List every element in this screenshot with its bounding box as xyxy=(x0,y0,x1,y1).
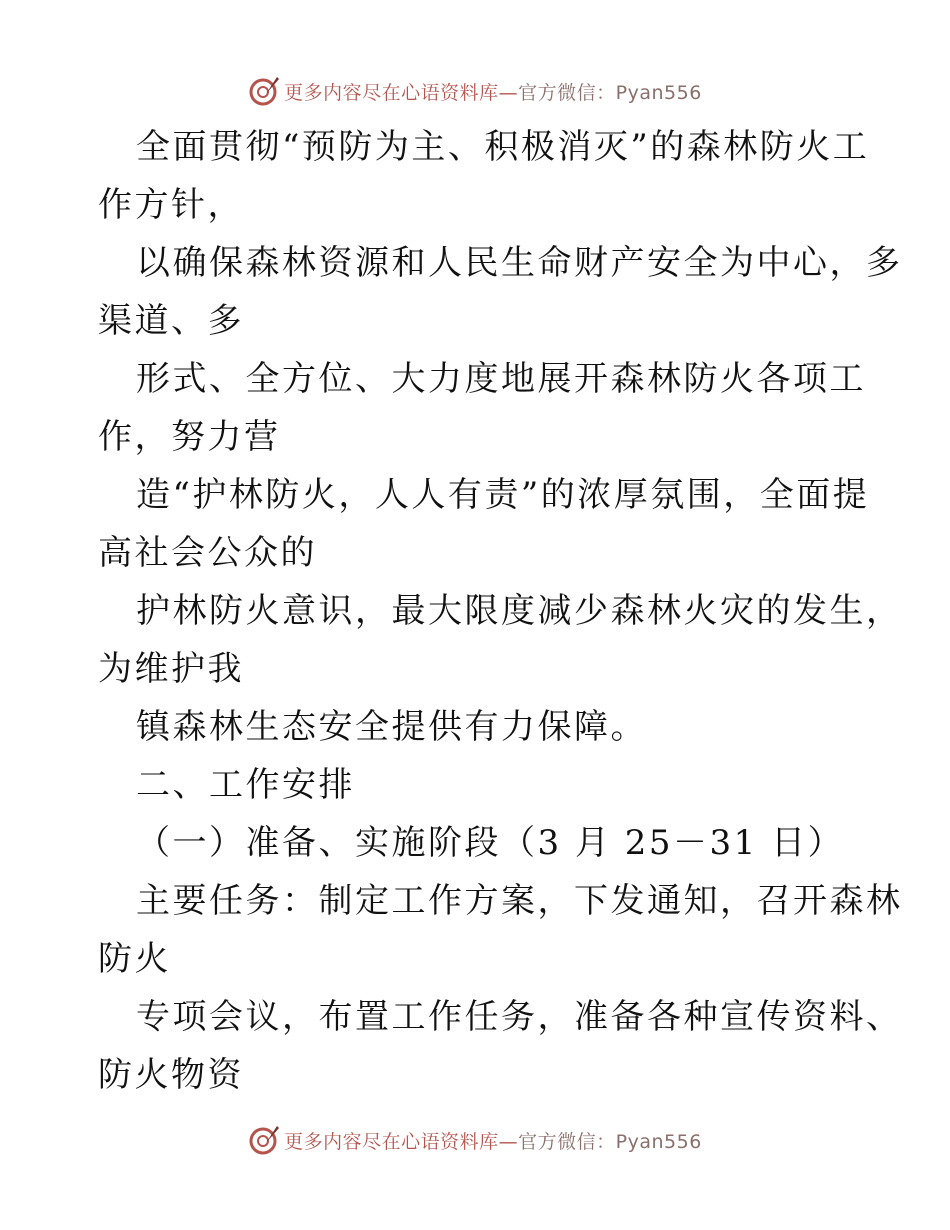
body-line: 全面贯彻“预防为主、积极消灭”的森林防火工 xyxy=(136,127,870,167)
body-line: 渠道、多 xyxy=(98,301,244,341)
body-line: 造“护林防火，人人有责”的浓厚氛围，全面提 xyxy=(136,475,870,515)
body-line: 镇森林生态安全提供有力保障。 xyxy=(136,707,647,747)
document-body xyxy=(98,118,903,1104)
header-wechat-text: 官方微信：Pyan556 xyxy=(518,81,702,104)
body-line: 护林防火意识，最大限度减少森林火灾的发生， xyxy=(136,591,903,631)
footer-wechat-text: 官方微信：Pyan556 xyxy=(518,1130,702,1153)
body-line: （一）准备、实施阶段（3 月 25－31 日） xyxy=(136,823,845,863)
logo-icon xyxy=(248,1123,282,1157)
body-line: 以确保森林资源和人民生命财产安全为中心，多 xyxy=(136,243,903,283)
body-line: 高社会公众的 xyxy=(98,533,317,573)
body-line: 防火物资 xyxy=(98,1055,244,1095)
body-line: 作方针， xyxy=(98,185,244,225)
header-watermark xyxy=(0,71,950,111)
header-brand-text: 更多内容尽在心语资料库— xyxy=(284,81,519,104)
body-line: 主要任务：制定工作方案，下发通知，召开森林 xyxy=(136,881,903,921)
body-line: 防火 xyxy=(98,939,171,979)
footer-brand-text: 更多内容尽在心语资料库— xyxy=(284,1130,519,1153)
body-line: 作，努力营 xyxy=(98,417,281,457)
body-line: 形式、全方位、大力度地展开森林防火各项工 xyxy=(136,359,866,399)
body-line: 为维护我 xyxy=(98,649,244,689)
logo-icon xyxy=(248,74,282,108)
footer-watermark xyxy=(0,1120,950,1160)
body-line: 专项会议，布置工作任务，准备各种宣传资料、 xyxy=(136,997,903,1037)
body-line: 二、工作安排 xyxy=(136,765,355,805)
